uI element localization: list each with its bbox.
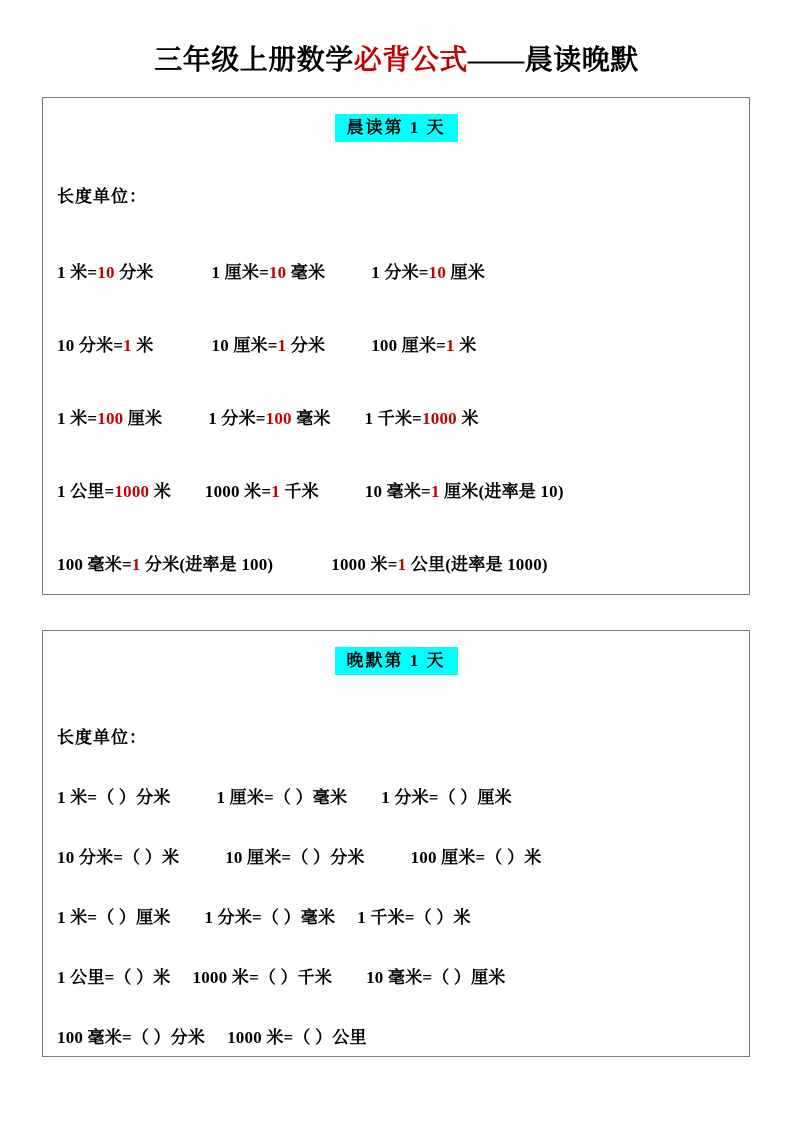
- evening-row-2: [57, 843, 541, 868]
- section-morning-reading: [42, 97, 750, 595]
- blank-equation: 10 毫米=（ ）厘米: [366, 968, 506, 987]
- morning-header-wrap: [43, 114, 749, 142]
- blank-equation: 1 米=（ ）厘米: [57, 908, 171, 927]
- equation: 1 厘米=10 毫米: [211, 263, 326, 282]
- morning-row-2: [57, 331, 476, 356]
- blank-equation: 10 分米=（ ）米: [57, 848, 180, 867]
- title-part-highlight: 必背公式: [353, 45, 468, 76]
- blank-equation: 1 厘米=（ ）毫米: [216, 788, 348, 807]
- blank-equation: 1 分米=（ ）毫米: [204, 908, 336, 927]
- morning-row-3: [57, 404, 479, 429]
- equation: 1000 米=1 公里(进率是 1000): [331, 555, 548, 574]
- title-part-1: 三年级上册数学: [154, 45, 354, 76]
- blank-equation: 1 千米=（ ）米: [357, 908, 471, 927]
- blank-equation: 1000 米=（ ）公里: [227, 1028, 367, 1047]
- morning-row-1: [57, 258, 485, 283]
- equation: 100 毫米=1 分米(进率是 100): [57, 555, 274, 574]
- equation: 1 米=100 厘米: [57, 409, 163, 428]
- evening-row-1: [57, 783, 512, 808]
- evening-row-5: [57, 1023, 367, 1048]
- equation: 10 毫米=1 厘米(进率是 10): [364, 482, 564, 501]
- page-title: [0, 38, 793, 78]
- blank-equation: 1 分米=（ ）厘米: [381, 788, 512, 807]
- evening-row-4: [57, 963, 505, 988]
- equation: 1 米=10 分米: [57, 263, 154, 282]
- morning-row-4: [57, 477, 564, 502]
- equation: 1 分米=100 毫米: [208, 409, 331, 428]
- morning-row-5: [57, 550, 548, 575]
- equation: 1 千米=1000 米: [364, 409, 479, 428]
- blank-equation: 1 公里=（ ）米: [57, 968, 171, 987]
- blank-equation: 10 厘米=（ ）分米: [225, 848, 365, 867]
- equation: 10 厘米=1 分米: [211, 336, 326, 355]
- equation: 100 厘米=1 米: [371, 336, 477, 355]
- evening-header-wrap: [43, 647, 749, 675]
- blank-equation: 1 米=（ ）分米: [57, 788, 171, 807]
- equation: 1000 米=1 千米: [204, 482, 319, 501]
- blank-equation: 100 毫米=（ ）分米: [57, 1028, 206, 1047]
- equation: 10 分米=1 米: [57, 336, 154, 355]
- section-evening-dictation: [42, 630, 750, 1057]
- evening-row-3: [57, 903, 471, 928]
- evening-day-badge: 晚默第 1 天: [335, 647, 458, 675]
- equation: 1 公里=1000 米: [57, 482, 171, 501]
- blank-equation: 100 厘米=（ ）米: [410, 848, 542, 867]
- morning-day-badge: 晨读第 1 天: [335, 114, 458, 142]
- blank-equation: 1000 米=（ ）千米: [192, 968, 333, 987]
- equation: 1 分米=10 厘米: [371, 263, 485, 282]
- title-part-2: ——晨读晚默: [467, 45, 639, 76]
- morning-category-label: 长度单位：: [57, 187, 147, 206]
- evening-category-label: 长度单位：: [57, 728, 147, 747]
